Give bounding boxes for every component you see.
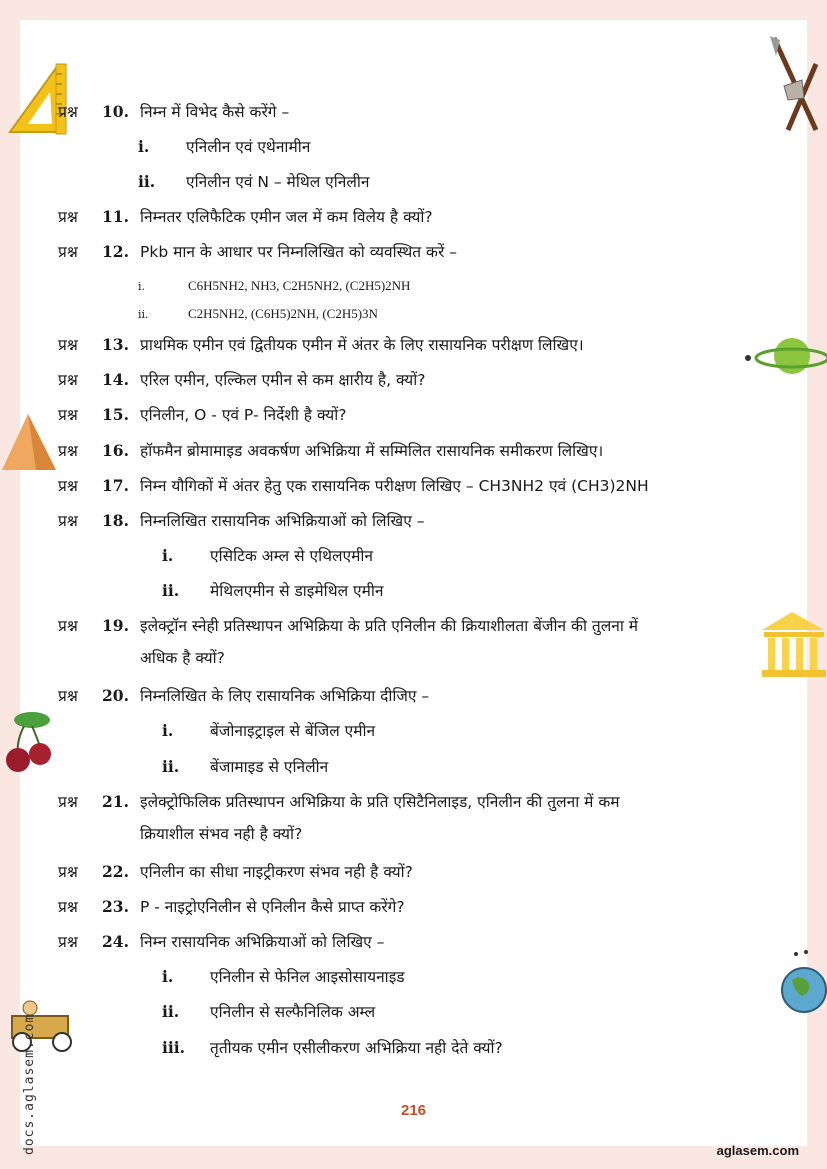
- cart-icon: [6, 996, 84, 1056]
- question-text: निम्न रासायनिक अभिक्रियाओं को लिखिए –: [140, 933, 385, 951]
- question-label: प्रश्न: [58, 477, 78, 495]
- question-label: प्रश्न: [58, 687, 78, 705]
- question-text: निम्नतर एलिफैटिक एमीन जल में कम विलेय है क्यों?: [140, 208, 433, 226]
- question-20: [58, 685, 429, 707]
- question-number: 20.: [102, 686, 129, 705]
- planet-icon: [742, 330, 827, 380]
- question-text: इलेक्ट्रॉन स्नेही प्रतिस्थापन अभिक्रिया के प्रति एनिलीन की क्रियाशीलता बेंजीन की तुलना में: [140, 617, 639, 635]
- question-12: [58, 241, 457, 263]
- question-text-continued: अधिक है क्यों?: [140, 649, 225, 667]
- question-number: 17.: [102, 476, 129, 495]
- question-14: [58, 369, 426, 391]
- question-text: निम्न यौगिकों में अंतर हेतु एक रासायनिक परीक्षण लिखिए – CH3NH2 एवं (CH3)2NH: [140, 477, 649, 495]
- stone-tools-icon: [764, 34, 826, 134]
- question-24: [58, 931, 384, 953]
- question-24-sub-iii: [162, 1037, 503, 1059]
- watermark-text: docs.aglasem.com: [22, 1013, 37, 1155]
- question-label: प्रश्न: [58, 442, 78, 460]
- question-18-sub-i: [162, 545, 373, 567]
- roman-numeral: ii.: [138, 308, 149, 321]
- question-number: 10.: [102, 102, 129, 121]
- question-12-sub-i: [138, 275, 410, 298]
- sub-text: तृतीयक एमीन एसीलीकरण अभिक्रिया नही देते क्यों?: [210, 1039, 503, 1057]
- question-number: 15.: [102, 405, 129, 424]
- question-number: 23.: [102, 897, 129, 916]
- sub-text: बेंजामाइड से एनिलीन: [210, 758, 329, 776]
- question-label: प्रश्न: [58, 617, 78, 635]
- cherries-icon: [2, 706, 58, 778]
- question-24-sub-ii: [162, 1001, 375, 1023]
- question-label: प्रश्न: [58, 243, 78, 261]
- question-12-sub-ii: [138, 303, 378, 326]
- question-label: प्रश्न: [58, 793, 78, 811]
- sub-text: C6H5NH2, NH3, C2H5NH2, (C2H5)2NH: [188, 278, 411, 293]
- question-label: प्रश्न: [58, 103, 78, 121]
- ruler-triangle-icon: [4, 60, 70, 136]
- question-number: 14.: [102, 370, 129, 389]
- question-15: [58, 404, 346, 426]
- question-number: 12.: [102, 242, 129, 261]
- roman-numeral: i.: [162, 967, 174, 986]
- pyramid-icon: [0, 410, 58, 472]
- question-21: [58, 791, 793, 845]
- question-number: 11.: [102, 207, 129, 226]
- roman-numeral: ii.: [162, 757, 180, 776]
- question-text: एनिलीन, O - एवं P- निर्देशी है क्यों?: [140, 406, 347, 424]
- question-text: निम्न में विभेद कैसे करेंगे –: [140, 103, 290, 121]
- question-19: [58, 615, 793, 669]
- question-text: प्राथमिक एमीन एवं द्वितीयक एमीन में अंतर के लिए रासायनिक परीक्षण लिखिए।: [140, 336, 584, 354]
- question-number: 18.: [102, 511, 129, 530]
- question-label: प्रश्न: [58, 898, 78, 916]
- question-17: [58, 475, 649, 497]
- question-number: 22.: [102, 862, 129, 881]
- question-text-continued: क्रियाशील संभव नही है क्यों?: [140, 825, 303, 843]
- question-text: निम्नलिखित के लिए रासायनिक अभिक्रिया दीजिए –: [140, 687, 430, 705]
- question-label: प्रश्न: [58, 336, 78, 354]
- question-number: 13.: [102, 335, 129, 354]
- question-number: 16.: [102, 441, 129, 460]
- question-text: एनिलीन का सीधा नाइट्रीकरण संभव नही है क्यों?: [140, 863, 413, 881]
- question-label: प्रश्न: [58, 406, 78, 424]
- question-text: Pkb मान के आधार पर निम्नलिखित को व्यवस्थित करें –: [140, 243, 457, 261]
- question-text: इलेक्ट्रोफिलिक प्रतिस्थापन अभिक्रिया के प्रति एसिटैनिलाइड, एनिलीन की तुलना में कम: [140, 793, 620, 811]
- question-20-sub-ii: [162, 756, 328, 778]
- question-18: [58, 510, 424, 532]
- question-16: [58, 440, 603, 462]
- question-18-sub-ii: [162, 580, 384, 602]
- question-text: निम्नलिखित रासायनिक अभिक्रियाओं को लिखिए –: [140, 512, 425, 530]
- question-label: प्रश्न: [58, 208, 78, 226]
- question-text: P - नाइट्रोएनिलीन से एनिलीन कैसे प्राप्त करेंगे?: [140, 898, 405, 916]
- sub-text: एनिलीन से फेनिल आइसोसायनाइड: [210, 968, 405, 986]
- sub-text: मेथिलएमीन से डाइमेथिल एमीन: [210, 582, 384, 600]
- question-number: 24.: [102, 932, 129, 951]
- question-10-sub-i: [138, 136, 310, 158]
- sub-text: बेंजोनाइट्राइल से बेंजिल एमीन: [210, 722, 376, 740]
- question-13: [58, 334, 584, 356]
- question-23: [58, 896, 405, 918]
- roman-numeral: ii.: [138, 172, 156, 191]
- globe-icon: [778, 948, 827, 1018]
- question-11: [58, 206, 433, 228]
- sub-text: एनिलीन से सल्फैनिलिक अम्ल: [210, 1003, 376, 1021]
- roman-numeral: ii.: [162, 1002, 180, 1021]
- question-label: प्रश्न: [58, 371, 78, 389]
- question-number: 21.: [102, 792, 129, 811]
- page-number: 216: [400, 1102, 427, 1119]
- question-20-sub-i: [162, 720, 375, 742]
- roman-numeral: i.: [138, 280, 146, 293]
- sub-text: एसिटिक अम्ल से एथिलएमीन: [210, 547, 373, 565]
- question-label: प्रश्न: [58, 863, 78, 881]
- sub-text: एनिलीन एवं N – मेथिल एनिलीन: [186, 173, 370, 191]
- question-text: हॉफमैन ब्रोमामाइड अवकर्षण अभिक्रिया में सम्मिलित रासायनिक समीकरण लिखिए।: [140, 442, 604, 460]
- question-text: एरिल एमीन, एल्किल एमीन से कम क्षारीय है, क्यों?: [140, 371, 426, 389]
- question-number: 19.: [102, 616, 129, 635]
- roman-numeral: i.: [162, 721, 174, 740]
- question-label: प्रश्न: [58, 512, 78, 530]
- sub-text: C2H5NH2, (C6H5)2NH, (C2H5)3N: [188, 306, 378, 321]
- question-10-sub-ii: [138, 171, 370, 193]
- question-label: प्रश्न: [58, 933, 78, 951]
- roman-numeral: iii.: [162, 1038, 186, 1057]
- roman-numeral: i.: [138, 137, 150, 156]
- site-name[interactable]: aglasem.com: [716, 1143, 799, 1158]
- roman-numeral: ii.: [162, 581, 180, 600]
- question-10: [58, 101, 289, 123]
- sub-text: एनिलीन एवं एथेनामीन: [186, 138, 311, 156]
- question-22: [58, 861, 413, 883]
- question-24-sub-i: [162, 966, 405, 988]
- roman-numeral: i.: [162, 546, 174, 565]
